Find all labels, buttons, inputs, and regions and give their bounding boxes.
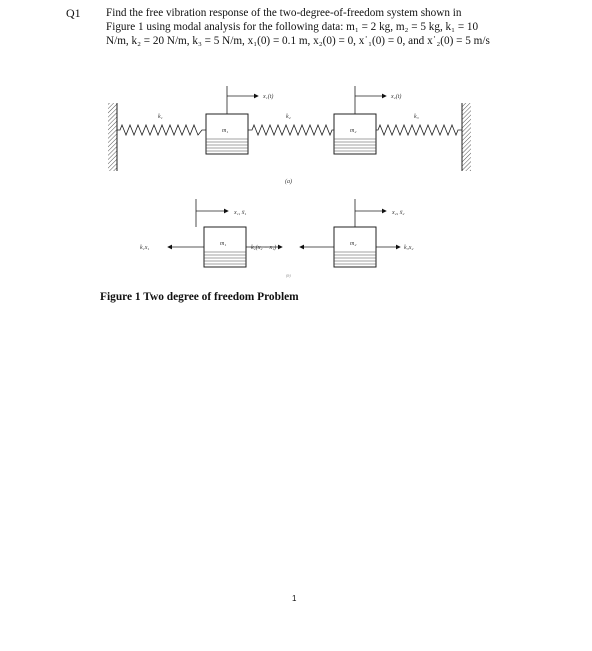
label-b: (b) xyxy=(286,273,291,278)
label-fbd-x1: x₁, ẍ₁ xyxy=(234,210,247,216)
page-number: 1 xyxy=(292,594,297,603)
question-line: Figure 1 using modal analysis for the following data: m₁ = 2 kg, m₂ = 5 kg, k₁ = 10 xyxy=(106,21,479,34)
label-a: (a) xyxy=(285,179,292,185)
label-fbd-x2: x₂, ẍ₂ xyxy=(392,210,405,216)
label-m1: m₁ xyxy=(222,128,229,134)
label-fbd-m1: m₁ xyxy=(220,241,227,247)
fbd-mass-m2 xyxy=(334,227,376,267)
fbd-x1-arrow xyxy=(196,199,228,227)
question-number: Q1 xyxy=(66,6,81,20)
mass-m2 xyxy=(334,114,376,154)
spring-k2 xyxy=(248,125,334,135)
label-k3x2: k₃x₂ xyxy=(404,245,414,251)
spring-k1 xyxy=(117,125,206,135)
label-fbd-m2: m₂ xyxy=(350,241,357,247)
question-line: Find the free vibration response of the two-degree-of-freedom system shown in xyxy=(106,7,462,19)
figure-caption: Figure 1 Two degree of freedom Problem xyxy=(100,291,299,303)
spring-k3 xyxy=(376,125,462,135)
right-wall xyxy=(462,103,471,171)
fbd-mass-m1 xyxy=(204,227,246,267)
label-k2-x2-x1: k₂(x₂ − x₁) xyxy=(251,245,277,251)
left-wall xyxy=(108,103,117,171)
fbd-x2-arrow xyxy=(355,199,386,227)
question-line: N/m, k₂ = 20 N/m, k₃ = 5 N/m, x₁(0) = 0.1 m, x₂(0) = 0, x˙₁(0) = 0, and x˙₂(0) = 5 m/s xyxy=(106,35,490,48)
label-x2t: x₂(t) xyxy=(391,94,402,100)
mass-m1 xyxy=(206,114,248,154)
label-k2: k₂ xyxy=(286,114,291,120)
label-m2: m₂ xyxy=(350,128,357,134)
displacement-x1-arrow xyxy=(227,86,258,114)
label-x1t: x₁(t) xyxy=(263,94,274,100)
label-k1x1: k₁x₁ xyxy=(140,245,150,251)
displacement-x2-arrow xyxy=(355,86,386,114)
label-k3: k₃ xyxy=(414,114,419,120)
label-k1: k₁ xyxy=(158,114,163,120)
